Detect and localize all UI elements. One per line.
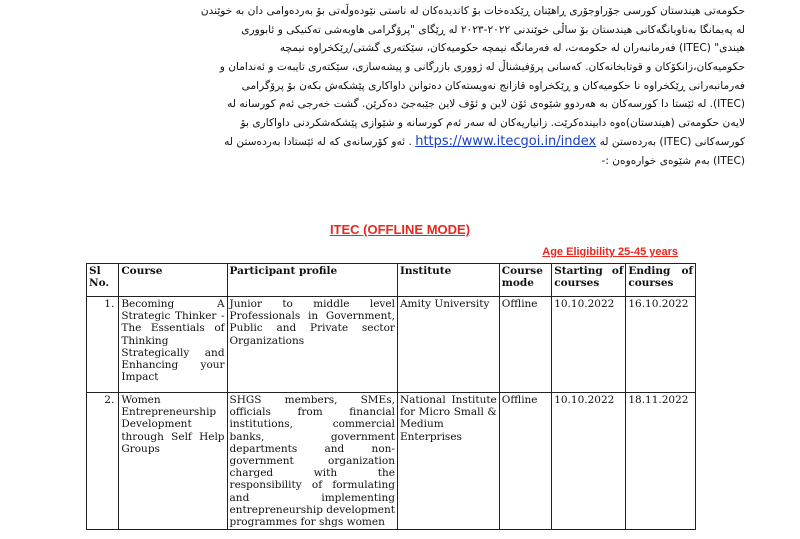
header-sl-no: Sl No. (87, 264, 119, 297)
intro-line: لە پەیمانگا بەناوبانگەکانی هیندستان بۆ ساڵی خوێندنی ٢٠٢٢-٢٠٢٣ لە ڕێگای "پرۆگرامی هاوبەشی تەکنیکی و ئابووری (241, 23, 745, 36)
intro-after-link: . ئەو کۆرسانەی کە لە ئێستادا بەردەستن لە (224, 135, 412, 148)
row-course: Women Entrepreneurship Development through Self Help Groups (119, 393, 227, 530)
intro-line-with-link (55, 133, 745, 152)
table-row (87, 297, 696, 393)
row-course: Becoming A Strategic Thinker - The Essentials of Thinking Strategically and Enhancing your Impact (119, 297, 227, 393)
header-starting: Starting of courses (552, 264, 626, 297)
row-profile: Junior to middle level Professionals in Government, Public and Private sector Organizations (227, 297, 397, 393)
row-number: 1. (87, 297, 119, 393)
row-institute: National Institute for Micro Small & Medium Enterprises (397, 393, 499, 530)
intro-line: کورسەکانی (ITEC) بەردەستن لە (599, 135, 745, 148)
header-course: Course (119, 264, 227, 297)
table-header-row (87, 264, 696, 297)
intro-paragraph (55, 2, 745, 170)
intro-line: لایەن حکومەتی (هیندستان)ەوە دابیندەکرێت. زانیاریەکان لە سەر ئەم کورسانە و شێوازی پێشکەشکردنی داواکاری بۆ (240, 117, 745, 130)
table-row (87, 393, 696, 530)
section-heading: ITEC (OFFLINE MODE) (329, 222, 471, 237)
intro-line: حکومیەکان،زانکۆکان و قوتابخانەکان. کەسانی پرۆفیشناڵ لە ژووری بازرگانی و پیشەسازی، سێکتەری تایبەت و ئەندامان و (219, 61, 745, 74)
intro-line: هیندی" (ITEC) فەرمانبەران لە حکومەت، لە فەرمانگە نیمچە حکومیەکان، سێکتەری گشتی/ڕێکخراوە نیمچە (279, 42, 745, 55)
row-mode: Offline (499, 297, 551, 393)
row-institute: Amity University (397, 297, 499, 393)
header-ending: Ending of courses (626, 264, 696, 297)
intro-line: (ITEC). لە ئێستا دا کورسەکان بە هەردوو شێوەی ئۆن لاین و ئۆف لاین جێبەجێ دەکرێن. گشت خەرجی ئەم کورسانە لە (227, 98, 745, 111)
courses-table (86, 263, 696, 530)
row-mode: Offline (499, 393, 551, 530)
row-end: 16.10.2022 (626, 297, 696, 393)
intro-line: فەرمانبەرانی ڕێکخراوە نا حکومیەکان و ڕێکخراوە قازانج نەویستەکان دەتوانن داواکاری پێشکەش بکەن بۆ پرۆگرامی (241, 79, 745, 92)
intro-line: (ITEC) بەم شێوەی خوارەوەن :- (601, 154, 745, 167)
row-start: 10.10.2022 (552, 297, 626, 393)
header-course-mode: Course mode (499, 264, 551, 297)
itec-link[interactable]: https://www.itecgoi.in/index (415, 133, 597, 149)
intro-line: حکومەتی هیندستان کورسی جۆراوجۆری ڕاهێنان ڕێکدەخات بۆ کاندیدەکان لە ناستی نێودەوڵەتی بۆ بەردەوامی دان بە خوێندن (200, 5, 745, 17)
row-end: 18.11.2022 (626, 393, 696, 530)
header-institute: Institute (397, 264, 499, 297)
row-start: 10.10.2022 (552, 393, 626, 530)
age-eligibility: Age Eligibility 25-45 years (542, 246, 678, 258)
row-profile: SHGS members, SMEs, officials from financial institutions, commercial banks, government departments and non-government organization charged with the responsibility of formulating and implementing entrepreneurship development programmes for shgs women (227, 393, 397, 530)
row-number: 2. (87, 393, 119, 530)
header-participant-profile: Participant profile (227, 264, 397, 297)
